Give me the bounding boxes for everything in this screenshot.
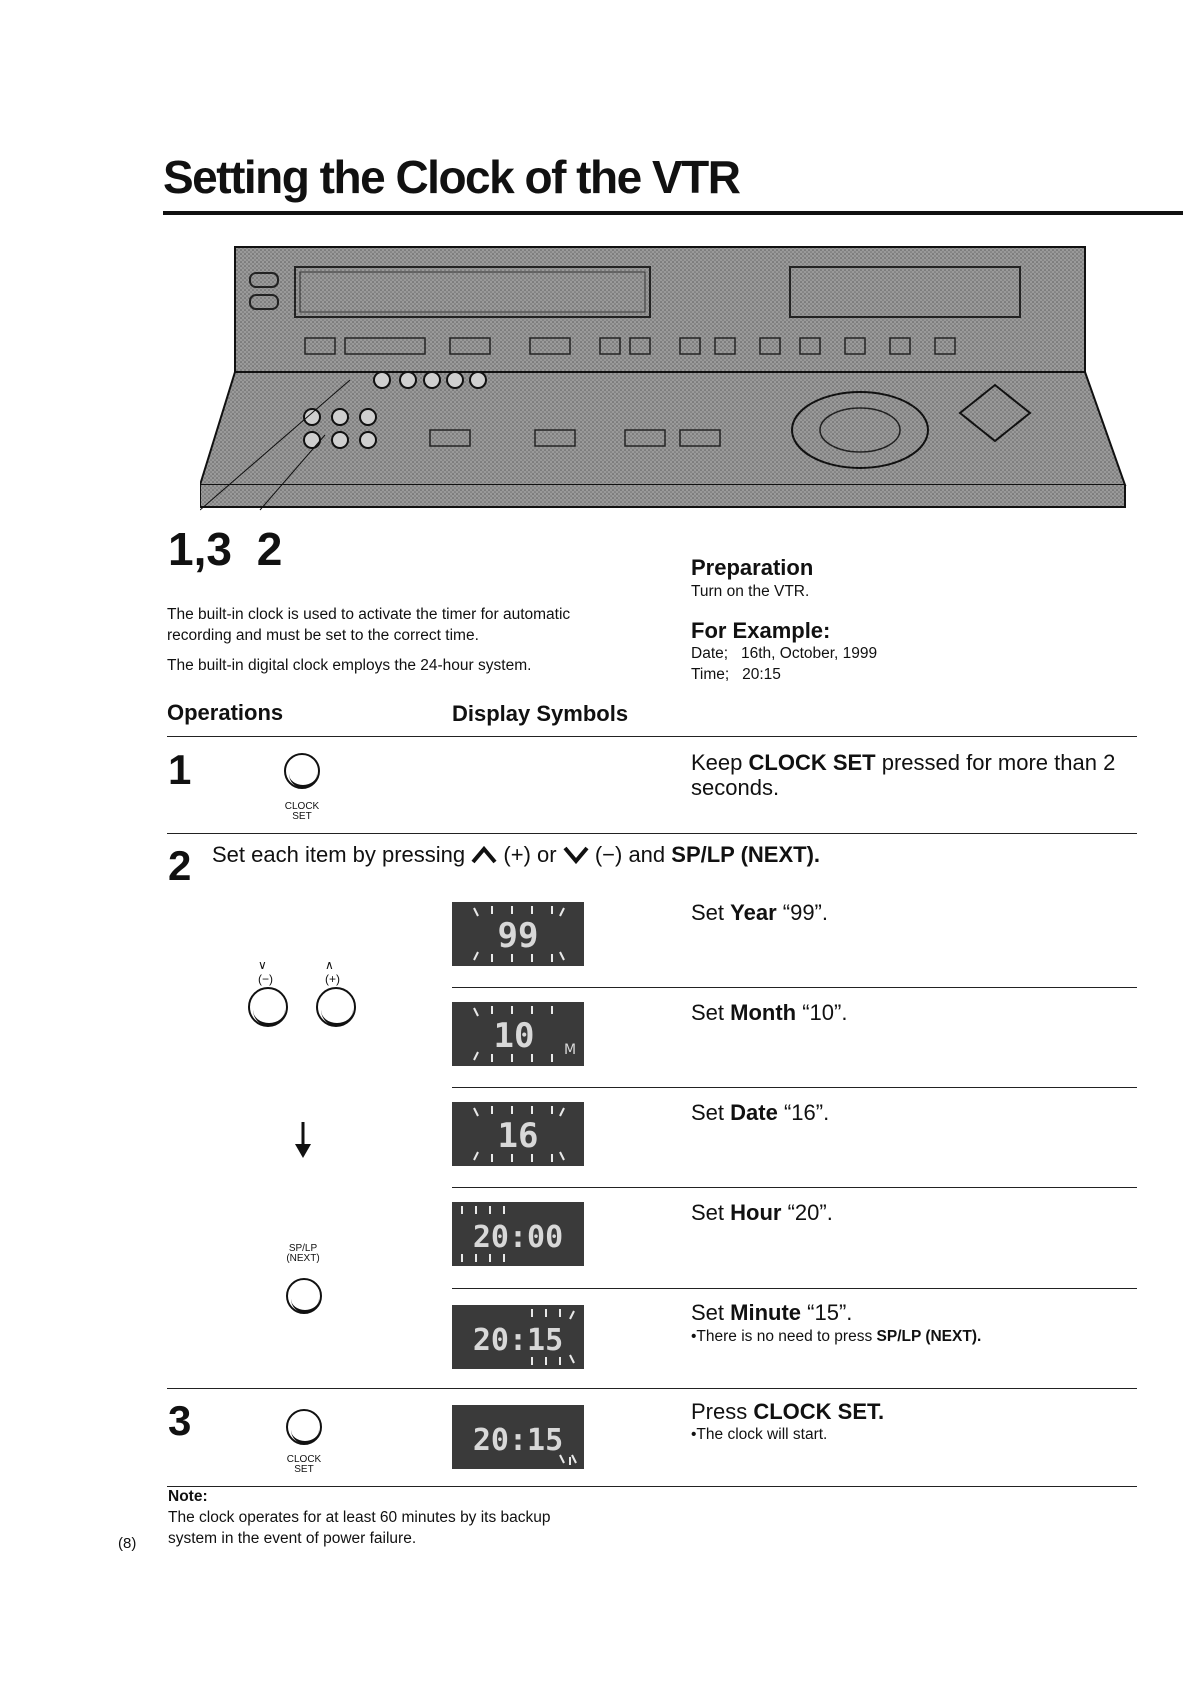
- note-heading: Note:: [168, 1488, 208, 1505]
- set-month-instruction: Set Month “10”.: [691, 1000, 848, 1025]
- lcd-minute-value: 20:15: [472, 1323, 564, 1358]
- preparation-text: Turn on the VTR.: [691, 583, 810, 600]
- lcd-date-value: 16: [497, 1116, 539, 1156]
- plus-label: ∧ (+): [325, 958, 340, 986]
- lcd-hour-display: [452, 1202, 584, 1266]
- intro-paragraph-2: The built-in digital clock employs the 24-hour system.: [167, 657, 532, 674]
- plus-button-icon: [316, 987, 356, 1027]
- example-heading: For Example:: [691, 618, 831, 643]
- page-number: (8): [118, 1535, 137, 1552]
- title-rule: [163, 211, 1183, 215]
- lcd-clock-start-display: [452, 1405, 584, 1469]
- set-year-instruction: Set Year “99”.: [691, 900, 828, 925]
- clock-set-label: CLOCK SET: [286, 1454, 322, 1475]
- lcd-hour-value: 20:00: [472, 1220, 564, 1255]
- clock-set-label: CLOCK SET: [284, 801, 320, 822]
- lcd-minute-display: [452, 1305, 584, 1369]
- intro-paragraph-1: The built-in clock is used to activate the timer for automatic recording and must be set to the correct time.: [167, 606, 571, 644]
- preparation-heading: Preparation: [691, 555, 814, 580]
- rule: [167, 1388, 1137, 1389]
- clock-set-button-icon: [286, 1409, 322, 1445]
- sp-lp-next-button-icon: [286, 1278, 322, 1314]
- rule: [167, 736, 1137, 737]
- up-arrow-icon: [471, 846, 497, 864]
- lcd-month-value: 10: [493, 1016, 535, 1056]
- step-2-instruction: Set each item by pressing (+) or (−) and SP/LP (NEXT).: [212, 842, 821, 867]
- display-symbols-column-heading: Display Symbols: [452, 701, 629, 726]
- step-1-instruction: Keep CLOCK SET pressed for more than 2 seconds.: [691, 750, 1116, 800]
- set-date-instruction: Set Date “16”.: [691, 1100, 830, 1125]
- note-text-line-2: system in the event of power failure.: [168, 1530, 417, 1547]
- clock-set-button-icon: [284, 753, 320, 789]
- rule: [167, 1486, 1137, 1487]
- minus-button-icon: [248, 987, 288, 1027]
- rule: [452, 987, 1137, 988]
- rule: [452, 1087, 1137, 1088]
- set-minute-instruction: Set Minute “15”.: [691, 1300, 853, 1325]
- step-3-note: •The clock will start.: [691, 1426, 828, 1443]
- vtr-front-panel-illustration: [200, 245, 1130, 535]
- down-arrow-icon: [294, 1122, 312, 1160]
- step-3-number: 3: [168, 1397, 192, 1444]
- lcd-month-suffix: M: [563, 1042, 577, 1058]
- down-arrow-icon: [563, 846, 589, 864]
- lcd-month-display: [452, 1002, 584, 1066]
- operations-column-heading: Operations: [167, 700, 284, 725]
- page-title: Setting the Clock of the VTR: [163, 151, 740, 203]
- lcd-clock-value: 20:15: [472, 1423, 564, 1458]
- example-date: Date; 16th, October, 1999: [691, 645, 878, 662]
- sp-lp-next-label: SP/LP (NEXT): [286, 1243, 320, 1264]
- rule: [452, 1288, 1137, 1289]
- callout-numbers: [168, 522, 294, 576]
- rule: [452, 1187, 1137, 1188]
- note-text-line-1: The clock operates for at least 60 minutes by its backup: [168, 1509, 551, 1526]
- minus-label: ∨ (−): [258, 958, 273, 986]
- step-1-number: 1: [168, 746, 192, 793]
- minute-note: •There is no need to press SP/LP (NEXT).: [691, 1328, 982, 1345]
- step-3-instruction: Press CLOCK SET.: [691, 1399, 885, 1424]
- callout-2: 2: [256, 523, 283, 575]
- step-2-number: 2: [168, 842, 192, 889]
- callout-1-3: 1,3: [168, 523, 232, 575]
- example-time: Time; 20:15: [691, 666, 781, 683]
- rule: [167, 833, 1137, 834]
- set-hour-instruction: Set Hour “20”.: [691, 1200, 833, 1225]
- lcd-year-display: [452, 902, 584, 966]
- lcd-date-display: [452, 1102, 584, 1166]
- lcd-year-value: 99: [497, 916, 539, 956]
